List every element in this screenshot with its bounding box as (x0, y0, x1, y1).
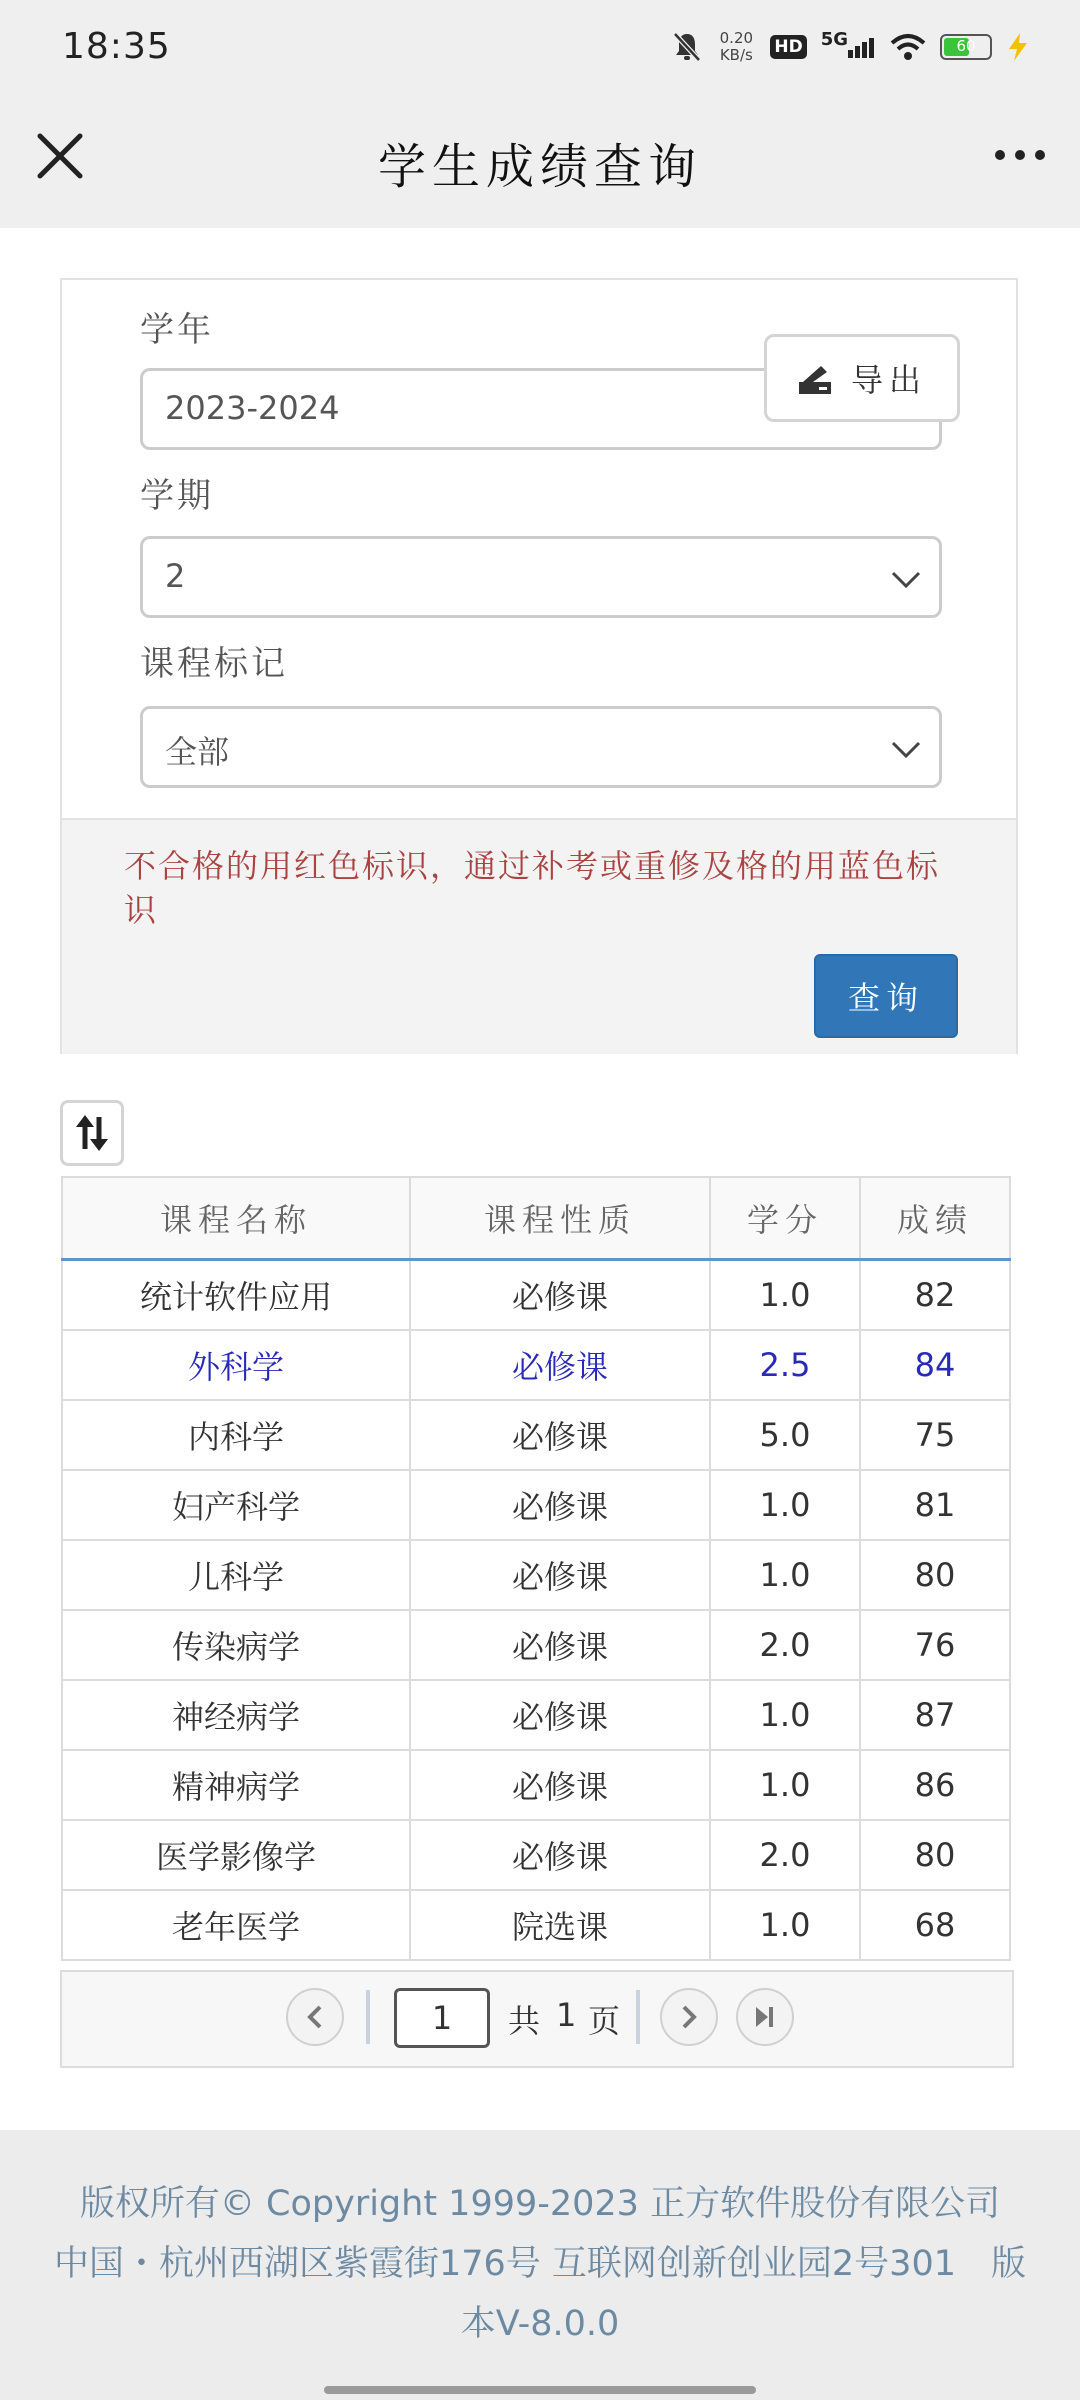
cell-score: 87 (860, 1680, 1010, 1750)
header-course-name[interactable]: 课程名称 (62, 1177, 410, 1260)
term-value: 2 (165, 557, 186, 595)
net-speed (716, 30, 756, 64)
export-icon (797, 360, 833, 396)
sort-icon (74, 1113, 110, 1153)
cell-score: 82 (860, 1260, 1010, 1331)
term-select[interactable] (140, 536, 942, 618)
cell-course-name: 精神病学 (62, 1750, 410, 1820)
net-speed-unit: KB/s (719, 46, 753, 64)
query-button[interactable]: 查询 (814, 954, 958, 1038)
table-row[interactable] (62, 1330, 1010, 1400)
cell-course-name: 医学影像学 (62, 1820, 410, 1890)
cell-course-type: 必修课 (410, 1470, 710, 1540)
cell-course-type: 必修课 (410, 1540, 710, 1610)
cell-course-type: 必修课 (410, 1330, 710, 1400)
cell-credit: 1.0 (710, 1680, 860, 1750)
chevron-left-icon (303, 2003, 327, 2031)
total-pages: 1 (556, 1996, 577, 2034)
last-page-icon (752, 2003, 778, 2031)
cell-score: 80 (860, 1820, 1010, 1890)
cell-course-type: 必修课 (410, 1610, 710, 1680)
cell-credit: 1.0 (710, 1540, 860, 1610)
cell-course-type: 必修课 (410, 1820, 710, 1890)
network-type: 5G (820, 29, 848, 50)
status-bar (0, 0, 1080, 100)
header-credit[interactable]: 学分 (710, 1177, 860, 1260)
next-page-button[interactable] (660, 1988, 718, 2046)
cell-credit: 1.0 (710, 1260, 860, 1331)
notice-area (62, 818, 1016, 1054)
prev-page-button[interactable] (286, 1988, 344, 2046)
cell-score: 76 (860, 1610, 1010, 1680)
cell-score: 86 (860, 1750, 1010, 1820)
chevron-right-icon (677, 2003, 701, 2031)
export-label: 导出 (850, 361, 927, 399)
chevron-down-icon (889, 563, 923, 597)
year-value: 2023-2024 (165, 389, 340, 427)
battery-level: 60 (956, 37, 976, 55)
table-header-row (62, 1177, 1010, 1260)
table-row[interactable] (62, 1260, 1010, 1331)
cell-score: 81 (860, 1470, 1010, 1540)
cell-score: 80 (860, 1540, 1010, 1610)
cell-course-name: 儿科学 (62, 1540, 410, 1610)
page-input[interactable]: 1 (394, 1988, 490, 2048)
cell-credit: 2.0 (710, 1610, 860, 1680)
chevron-down-icon (889, 733, 923, 767)
pager-divider (366, 1990, 370, 2044)
cell-course-name: 外科学 (62, 1330, 410, 1400)
cell-course-name: 传染病学 (62, 1610, 410, 1680)
net-speed-value: 0.20 (719, 29, 754, 47)
cell-credit: 1.0 (710, 1750, 860, 1820)
cell-credit: 5.0 (710, 1400, 860, 1470)
hd-badge: HD (770, 35, 806, 59)
export-button[interactable] (764, 334, 960, 422)
table-row[interactable] (62, 1540, 1010, 1610)
cell-score: 84 (860, 1330, 1010, 1400)
cell-score: 75 (860, 1400, 1010, 1470)
total-suffix: 页 (588, 2002, 621, 2040)
total-prefix: 共 (508, 2002, 541, 2040)
sort-button[interactable] (60, 1100, 124, 1166)
last-page-button[interactable] (736, 1988, 794, 2046)
grades-table (61, 1176, 1011, 1961)
table-row[interactable] (62, 1610, 1010, 1680)
cell-credit: 2.0 (710, 1820, 860, 1890)
table-row[interactable] (62, 1820, 1010, 1890)
course-mark-label: 课程标记 (140, 644, 288, 684)
signal-bars-icon (848, 36, 876, 58)
table-row[interactable] (62, 1680, 1010, 1750)
table-row[interactable] (62, 1470, 1010, 1540)
cell-course-name: 内科学 (62, 1400, 410, 1470)
cell-course-type: 院选课 (410, 1890, 710, 1960)
year-label: 学年 (140, 310, 214, 350)
mute-bell-icon (672, 31, 702, 63)
page-title: 学生成绩查询 (377, 139, 702, 195)
status-time: 18:35 (62, 26, 171, 67)
wifi-icon (890, 33, 926, 61)
cell-course-type: 必修课 (410, 1400, 710, 1470)
cell-course-type: 必修课 (410, 1750, 710, 1820)
home-indicator[interactable] (324, 2386, 756, 2394)
cell-credit: 2.5 (710, 1330, 860, 1400)
cell-course-name: 老年医学 (62, 1890, 410, 1960)
term-label: 学期 (140, 476, 214, 516)
course-mark-value: 全部 (165, 733, 230, 771)
table-row[interactable] (62, 1890, 1010, 1960)
pagination (60, 1970, 1014, 2068)
table-row[interactable] (62, 1400, 1010, 1470)
cell-course-name: 妇产科学 (62, 1470, 410, 1540)
cell-course-name: 统计软件应用 (62, 1260, 410, 1331)
charging-icon (1006, 32, 1030, 62)
more-icon[interactable] (990, 130, 1050, 180)
cell-score: 68 (860, 1890, 1010, 1960)
course-mark-select[interactable] (140, 706, 942, 788)
table-row[interactable] (62, 1750, 1010, 1820)
cell-signal (820, 29, 876, 58)
cell-credit: 1.0 (710, 1470, 860, 1540)
header-score[interactable]: 成绩 (860, 1177, 1010, 1260)
address-version-text: 中国・杭州西湖区紫霞街176号 互联网创新创业园2号301 版本V-8.0.0 (53, 2244, 1026, 2344)
status-icons (672, 30, 1030, 64)
notice-text: 不合格的用红色标识，通过补考或重修及格的用蓝色标识 (124, 847, 941, 929)
battery-icon (940, 34, 992, 60)
cell-credit: 1.0 (710, 1890, 860, 1960)
footer (0, 2130, 1080, 2400)
cell-course-type: 必修课 (410, 1260, 710, 1331)
copyright-text: 版权所有© Copyright 1999-2023 正方软件股份有限公司 (79, 2184, 1001, 2224)
pager-divider (636, 1990, 640, 2044)
nav-bar (0, 100, 1080, 228)
filter-panel (60, 278, 1018, 1054)
cell-course-type: 必修课 (410, 1680, 710, 1750)
header-course-type[interactable]: 课程性质 (410, 1177, 710, 1260)
cell-course-name: 神经病学 (62, 1680, 410, 1750)
